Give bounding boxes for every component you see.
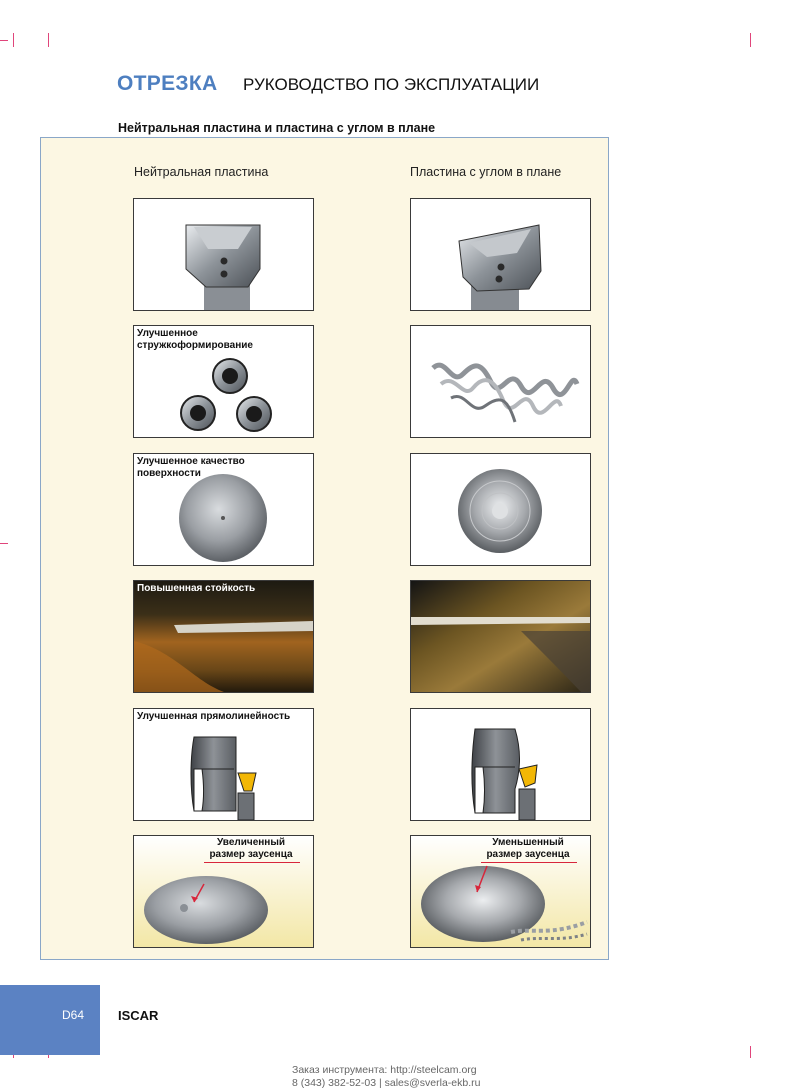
- crop-mark: [13, 33, 14, 47]
- wear-photo-graphic: [134, 581, 313, 692]
- brand-label: ISCAR: [118, 1008, 159, 1023]
- burr-reduced-caption: Уменьшенный размер заусенца: [486, 837, 570, 860]
- caption-underline: [204, 862, 300, 863]
- neutral-surface-image: [133, 453, 314, 566]
- chip-forming-caption: Улучшенное стружкоформирование: [137, 328, 253, 351]
- crop-mark: [750, 33, 751, 47]
- column-heading-angled: Пластина с углом в плане: [410, 165, 562, 179]
- neutral-wear-image: [133, 580, 314, 693]
- crop-mark: [0, 543, 8, 544]
- straightness-caption: Улучшенная прямолинейность: [137, 711, 291, 722]
- angled-wear-image: [410, 580, 591, 693]
- angled-straightness-image: [410, 708, 591, 821]
- section-title: Нейтральная пластина и пластина с углом в плане: [118, 121, 436, 135]
- crop-mark: [48, 33, 49, 47]
- tool-life-caption: Повышенная стойкость: [137, 583, 256, 594]
- contact-block: [292, 1064, 480, 1090]
- string-chips-graphic: [411, 326, 590, 437]
- surface-quality-caption: Улучшенное качество поверхности: [137, 456, 245, 479]
- angled-surface-image: [410, 453, 591, 566]
- crop-mark: [750, 1046, 751, 1058]
- straight-cut-diagram: [134, 709, 313, 820]
- burr-increased-caption: Увеличенный размер заусенца: [209, 837, 293, 860]
- page-number: D64: [62, 1008, 85, 1022]
- contact-text[interactable]: 8 (343) 382-52-03 | sales@sverla-ekb.ru: [292, 1077, 481, 1089]
- angled-insert-image: [410, 198, 591, 311]
- wear-photo-graphic: [411, 581, 590, 692]
- footer-tab: [0, 985, 100, 1055]
- page-subtitle: РУКОВОДСТВО ПО ЭКСПЛУАТАЦИИ: [243, 75, 540, 94]
- angled-insert-graphic: [411, 199, 590, 310]
- neutral-chips-image: [133, 325, 314, 438]
- column-heading-neutral: Нейтральная пластина: [134, 165, 269, 179]
- page-title: ОТРЕЗКА: [117, 72, 218, 95]
- rough-disc-graphic: [411, 454, 590, 565]
- order-link-text[interactable]: Заказ инструмента: http://steelcam.org: [292, 1064, 477, 1076]
- angled-chips-image: [410, 325, 591, 438]
- neutral-insert-graphic: [134, 199, 313, 310]
- crop-mark: [0, 40, 8, 41]
- caption-underline: [481, 862, 577, 863]
- neutral-insert-image: [133, 198, 314, 311]
- neutral-straightness-image: [133, 708, 314, 821]
- angled-burr-image: [410, 835, 591, 948]
- curved-cut-diagram: [411, 709, 590, 820]
- neutral-burr-image: [133, 835, 314, 948]
